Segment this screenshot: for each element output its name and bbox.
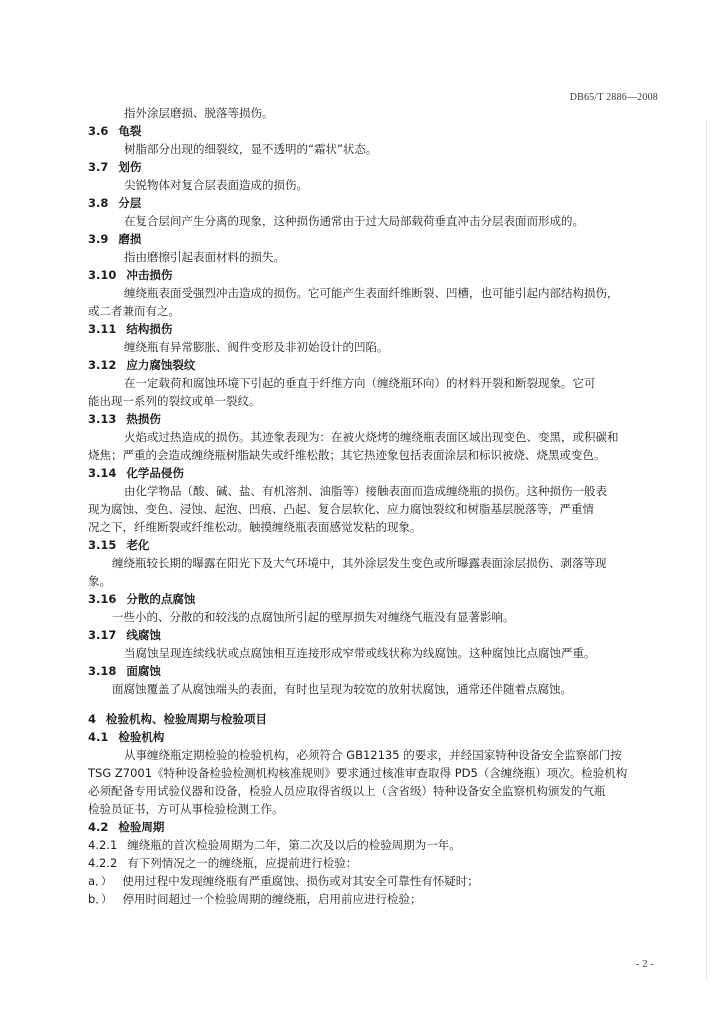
paragraph-line: 一些小的、分散的和较浅的点腐蚀所引起的壁厚损失对缠绕气瓶没有显著影响。 xyxy=(112,610,515,624)
paragraph-line: 树脂部分出现的细裂纹，显不透明的“霜状”状态。 xyxy=(124,142,378,156)
section-heading xyxy=(88,194,686,212)
clause-number: 3.9 xyxy=(88,232,109,246)
clause-number: 3.8 xyxy=(88,196,109,210)
section-heading xyxy=(88,626,686,644)
section-heading xyxy=(88,536,686,554)
paragraph-line: 指由磨擦引起表面材料的损失。 xyxy=(124,250,285,264)
section-heading xyxy=(88,710,686,728)
clause-line xyxy=(88,836,686,854)
clause-line xyxy=(88,854,686,872)
section-heading xyxy=(88,464,686,482)
heading-title: 检验周期 xyxy=(118,820,165,834)
clause-number: 3.13 xyxy=(88,412,117,426)
paragraph-line: 由化学物品（酸、碱、盐、有机溶剂、油脂等）接触表面而造成缠绕瓶的损伤。这种损伤一般表 xyxy=(124,484,607,498)
clause-number: 3.15 xyxy=(88,538,117,552)
paragraph-line: 况之下，纤维断裂或纤维松动。触摸缠绕瓶表面感觉发粘的现象。 xyxy=(88,520,422,534)
paragraph-line: 从事缠绕瓶定期检验的检验机构，必须符合 GB12135 的要求，并经国家特种设备安全监察部门按 xyxy=(124,748,622,762)
heading-title: 分散的点腐蚀 xyxy=(126,592,196,606)
heading-title: 应力腐蚀裂纹 xyxy=(126,358,196,372)
clause-text: 停用时间超过一个检验周期的缠绕瓶，启用前应进行检验； xyxy=(122,892,422,906)
paragraph-line: 必须配备专用试验仪器和设备，检验人员应取得省级以上（含省级）特种设备安全监察机构颁发的气瓶 xyxy=(88,784,606,798)
heading-title: 检验机构 xyxy=(118,730,165,744)
clause-number: 3.11 xyxy=(88,322,117,336)
section-heading xyxy=(88,410,686,428)
heading-title: 化学品侵伤 xyxy=(126,466,184,480)
paragraph-line: 或二者兼而有之。 xyxy=(88,304,180,318)
section-gap xyxy=(88,698,686,710)
heading-title: 冲击损伤 xyxy=(126,268,173,282)
paragraph-line: 火焰或过热造成的损伤。其迹象表现为：在被火烧烤的缠绕瓶表面区域出现变色、变黑，或积碳和 xyxy=(124,430,619,444)
clause-number: 3.10 xyxy=(88,268,117,282)
section-heading xyxy=(88,266,686,284)
paragraph-line: 检验员证书，方可从事检验检测工作。 xyxy=(88,802,284,816)
heading-title: 分层 xyxy=(118,196,142,210)
clause-number: 3.6 xyxy=(88,124,109,138)
clause-number: 4.2.1 xyxy=(88,838,118,852)
paragraph-line: 面腐蚀覆盖了从腐蚀端头的表面，有时也呈现为较宽的放射状腐蚀，通常还伴随着点腐蚀。 xyxy=(112,682,572,696)
heading-title: 热损伤 xyxy=(126,412,161,426)
section-heading xyxy=(88,158,686,176)
section-heading xyxy=(88,230,686,248)
heading-title: 老化 xyxy=(126,538,150,552)
section-heading xyxy=(88,728,686,746)
clause-number: 3.17 xyxy=(88,628,117,642)
clause-number: 4.2 xyxy=(88,820,109,834)
paragraph-line: 尖锐物体对复合层表面造成的损伤。 xyxy=(124,178,308,192)
clause-text: 有下列情况之一的缠绕瓶，应提前进行检验： xyxy=(127,856,358,870)
page-edge-line xyxy=(706,120,707,980)
section-heading xyxy=(88,320,686,338)
clause-number: 4.1 xyxy=(88,730,109,744)
heading-title: 面腐蚀 xyxy=(126,664,161,678)
heading-title: 划伤 xyxy=(118,160,142,174)
paragraph-line: 缠绕瓶有异常膨胀、阀件变形及非初始设计的凹陷。 xyxy=(124,340,389,354)
clause-text: 缠绕瓶的首次检验周期为二年，第二次及以后的检验周期为一年。 xyxy=(127,838,461,852)
paragraph-line: 缠绕瓶较长期的曝露在阳光下及大气环境中，其外涂层发生变色或所曝露表面涂层损伤、剥落等现 xyxy=(112,556,607,570)
paragraph-line: 在一定载荷和腐蚀环境下引起的垂直于纤维方向（缠绕瓶环向）的材料开裂和断裂现象。它可 xyxy=(124,376,596,390)
clause-number: 3.12 xyxy=(88,358,117,372)
paragraph-line: 烧焦；严重的会造成缠绕瓶树脂缺失或纤维松散；其它热迹象包括表面涂层和标识被烧、烧黑或变色。 xyxy=(88,448,606,462)
heading-title: 龟裂 xyxy=(118,124,142,138)
paragraph-line: 现为腐蚀、变色、浸蚀、起泡、凹痕、凸起、复合层软化、应力腐蚀裂纹和树脂基层脱落等，严重情 xyxy=(88,502,594,516)
heading-title: 检验机构、检验周期与检验项目 xyxy=(106,712,268,726)
clause-number: 3.18 xyxy=(88,664,117,678)
heading-title: 磨损 xyxy=(118,232,142,246)
heading-title: 线腐蚀 xyxy=(126,628,161,642)
clause-number: 3.16 xyxy=(88,592,117,606)
document-code: DB65/T 2886—2008 xyxy=(569,92,658,103)
section-heading xyxy=(88,356,686,374)
section-heading xyxy=(88,818,686,836)
paragraph-line: 缠绕瓶表面受强烈冲击造成的损伤。它可能产生表面纤维断裂、凹槽，也可能引起内部结构损伤， xyxy=(124,286,619,300)
clause-text: 使用过程中发现缠绕瓶有严重腐蚀、损伤或对其安全可靠性有怀疑时； xyxy=(122,874,479,888)
heading-title: 结构损伤 xyxy=(126,322,173,336)
clause-line xyxy=(88,872,686,890)
paragraph-line: 指外涂层磨损、脱落等损伤。 xyxy=(124,106,274,120)
paragraph-line: TSG Z7001《特种设备检验检测机构核准规则》要求通过核准审查取得 PD5（含缠绕瓶）项次。检验机构 xyxy=(88,766,628,780)
clause-number: a．） xyxy=(88,874,113,888)
paragraph-line: 象。 xyxy=(88,574,111,588)
clause-number: 3.14 xyxy=(88,466,117,480)
paragraph-line: 在复合层间产生分离的现象，这种损伤通常由于过大局部载荷垂直冲击分层表面而形成的。 xyxy=(124,214,584,228)
document-body xyxy=(88,104,686,908)
paragraph-line: 当腐蚀呈现连续线状或点腐蚀相互连接形成窄带或线状称为线腐蚀。这种腐蚀比点腐蚀严重。 xyxy=(124,646,596,660)
clause-number: 4 xyxy=(88,712,97,726)
section-heading xyxy=(88,590,686,608)
page-number: - 2 - xyxy=(635,958,654,970)
paragraph-line: 能出现一系列的裂纹或单一裂纹。 xyxy=(88,394,261,408)
clause-number: 4.2.2 xyxy=(88,856,118,870)
clause-line xyxy=(88,890,686,908)
section-heading xyxy=(88,122,686,140)
clause-number: 3.7 xyxy=(88,160,109,174)
clause-number: b．） xyxy=(88,892,113,906)
section-heading xyxy=(88,662,686,680)
